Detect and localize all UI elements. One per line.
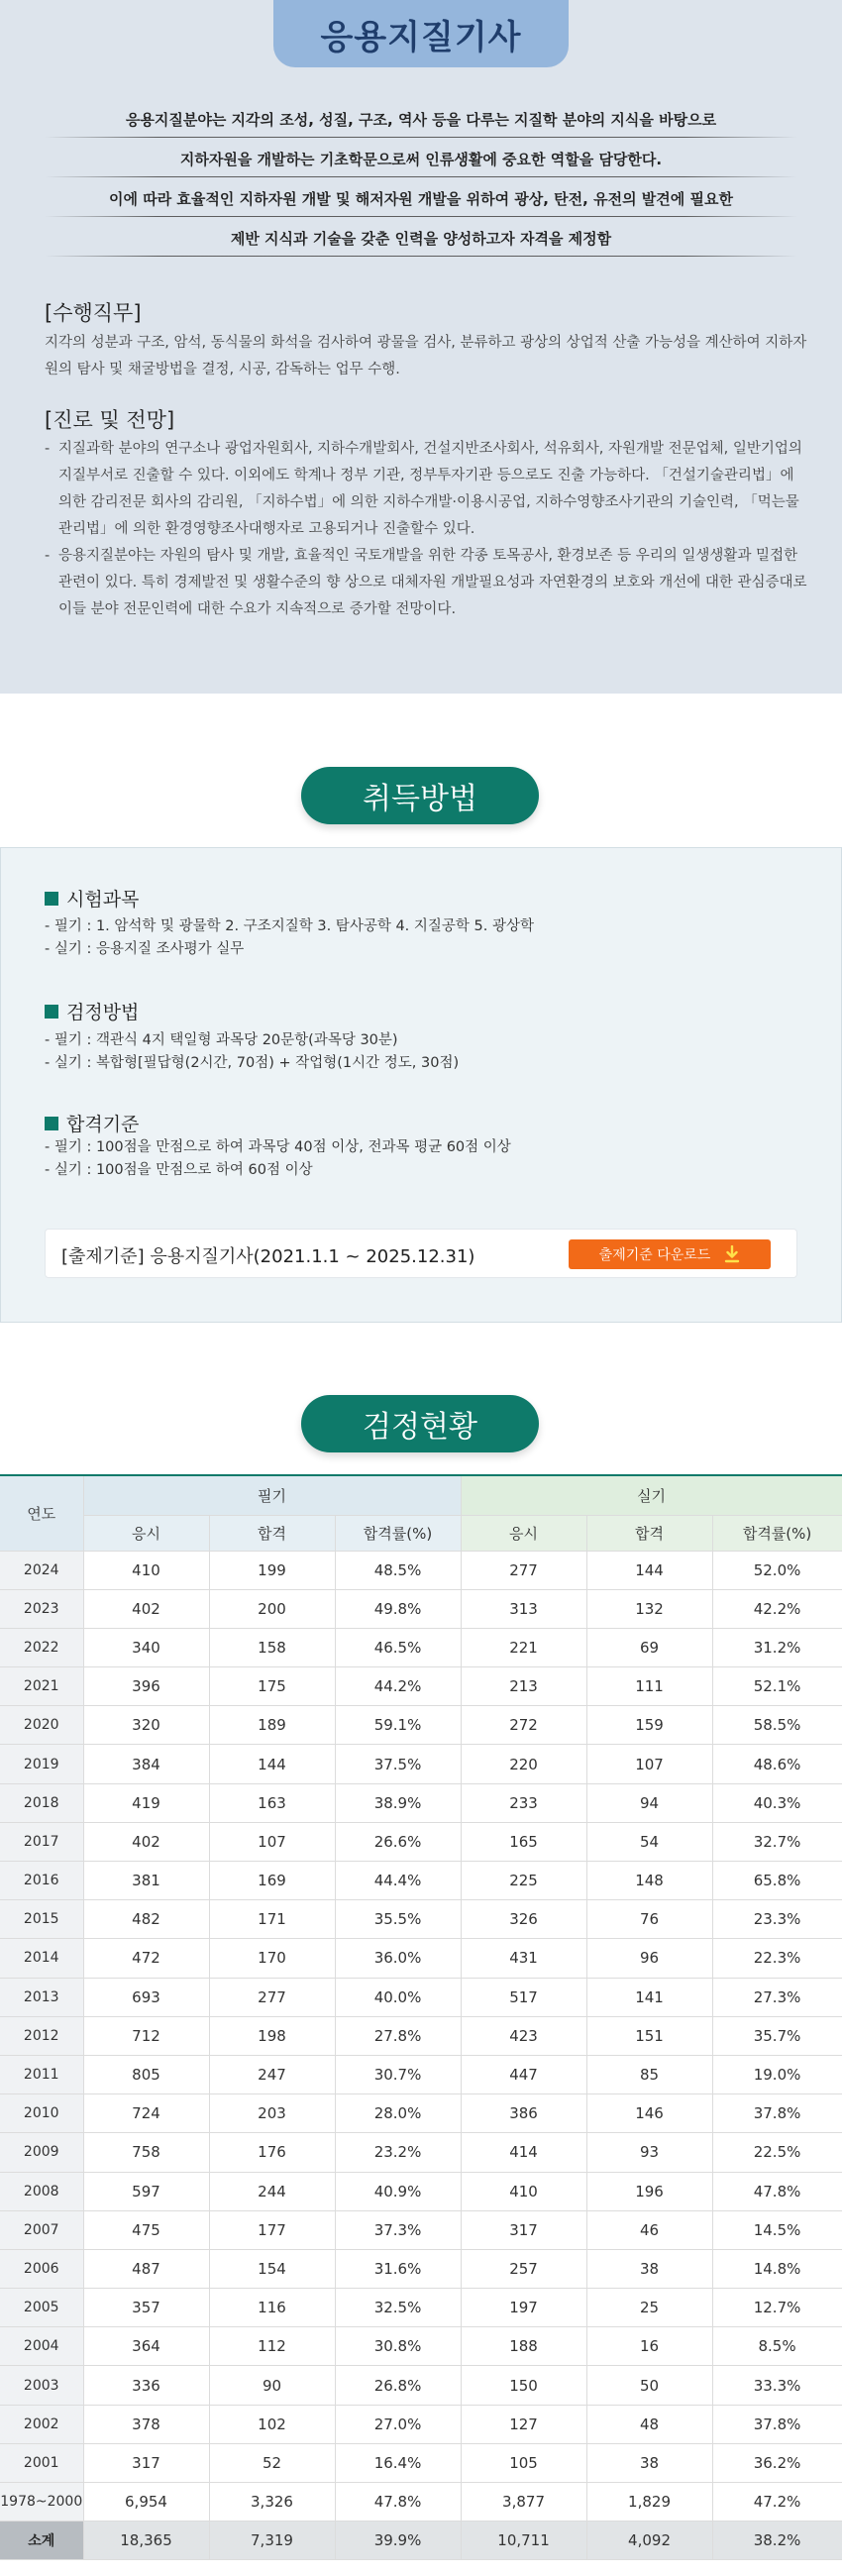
subjects-practical: - 실기 : 응용지질 조사평가 실무	[45, 941, 245, 957]
year-cell: 2006	[0, 2249, 83, 2288]
practical-passed-cell: 38	[586, 2249, 712, 2288]
written-rate-cell: 16.4%	[335, 2443, 461, 2482]
written-applicants-cell: 693	[83, 1978, 209, 2016]
year-cell: 2010	[0, 2094, 83, 2133]
practical-applicants-cell: 272	[461, 1706, 586, 1745]
written-rate-cell: 38.9%	[335, 1783, 461, 1822]
stats-title: 검정현황	[301, 1395, 539, 1452]
table-row	[0, 2289, 842, 2327]
table-row	[0, 1551, 842, 1589]
practical-rate-cell: 40.3%	[712, 1783, 842, 1822]
practical-passed-cell: 96	[586, 1939, 712, 1978]
practical-rate-cell: 37.8%	[712, 2405, 842, 2443]
total-practical-rate-cell: 38.2%	[712, 2522, 842, 2560]
total-written-applicants-cell: 18,365	[83, 2522, 209, 2560]
year-cell: 2012	[0, 2016, 83, 2055]
written-rate-cell: 40.0%	[335, 1978, 461, 2016]
practical-applicants-cell: 105	[461, 2443, 586, 2482]
written-passed-cell: 107	[209, 1822, 335, 1861]
written-passed-cell: 176	[209, 2133, 335, 2172]
year-cell: 2016	[0, 1862, 83, 1900]
year-cell: 2002	[0, 2405, 83, 2443]
intro-line: 응용지질분야는 지각의 조성, 성질, 구조, 역사 등을 다루는 지질학 분야의 지식을 바탕으로	[45, 100, 797, 138]
written-passed-cell: 170	[209, 1939, 335, 1978]
pass-heading	[45, 1110, 139, 1136]
duty-text: 지각의 성분과 구조, 암석, 동식물의 화석을 검사하여 광물을 검사, 분류하고 광상의 상업적 산출 가능성을 계산하여 지하자원의 탐사 및 채굴방법을 결정, 시공, 감독하는 업무 수행.	[45, 335, 807, 377]
subjects-written: - 필기 : 1. 암석학 및 광물학 2. 구조지질학 3. 탐사공학 4. 지질공학 5. 광상학	[45, 918, 534, 934]
table-row	[0, 1939, 842, 1978]
written-rate-cell: 30.7%	[335, 2055, 461, 2093]
practical-applicants-cell: 317	[461, 2210, 586, 2249]
table-row	[0, 1628, 842, 1666]
written-applicants-cell: 357	[83, 2289, 209, 2327]
written-applicants-cell: 482	[83, 1900, 209, 1939]
year-cell: 2004	[0, 2327, 83, 2366]
table-row	[0, 1822, 842, 1861]
practical-applicants-cell: 188	[461, 2327, 586, 2366]
practical-applicants-cell: 410	[461, 2172, 586, 2210]
table-row	[0, 2172, 842, 2210]
practical-applicants-cell: 414	[461, 2133, 586, 2172]
practical-passed-cell: 46	[586, 2210, 712, 2249]
practical-applicants-cell: 423	[461, 2016, 586, 2055]
written-applicants-cell: 758	[83, 2133, 209, 2172]
written-passed-cell: 154	[209, 2249, 335, 2288]
practical-applicants-cell: 127	[461, 2405, 586, 2443]
practical-passed-cell: 50	[586, 2366, 712, 2405]
practical-passed-cell: 151	[586, 2016, 712, 2055]
written-passed-cell: 163	[209, 1783, 335, 1822]
download-icon	[724, 1245, 740, 1263]
practical-passed-cell: 1,829	[586, 2483, 712, 2522]
practical-rate-cell: 52.1%	[712, 1667, 842, 1706]
year-header: 연도	[0, 1475, 83, 1551]
pass-practical: - 실기 : 100점을 만점으로 하여 60점 이상	[45, 1162, 313, 1178]
written-applicants-cell: 381	[83, 1862, 209, 1900]
practical-applicants-header: 응시	[461, 1515, 586, 1551]
practical-rate-cell: 52.0%	[712, 1551, 842, 1589]
table-row	[0, 1900, 842, 1939]
practical-passed-cell: 132	[586, 1589, 712, 1628]
written-passed-cell: 247	[209, 2055, 335, 2093]
career-item: - 지질과학 분야의 연구소나 광업자원회사, 지하수개발회사, 건설지반조사회사, 석유회사, 자원개발 전문업체, 일반기업의 지질부서로 진출할 수 있다. 이외에도 학계나 정부 기관, 정부투자기관 등으로도 진출 가능하다. 「건설기술관리법」에 의한 감리전문 회사의 감리원, 「지하수법」에 의한 지하수개발·이용시공업, 지하수영향조사기관의 기술인력, 「먹는물관리법」에 의한 환경영향조사대행자로 고용되거나 진출할수 있다.	[45, 436, 807, 543]
practical-applicants-cell: 197	[461, 2289, 586, 2327]
written-rate-cell: 30.8%	[335, 2327, 461, 2366]
practical-passed-cell: 16	[586, 2327, 712, 2366]
practical-rate-header: 합격률(%)	[712, 1515, 842, 1551]
written-applicants-cell: 320	[83, 1706, 209, 1745]
practical-passed-cell: 76	[586, 1900, 712, 1939]
download-button-label: 출제기준 다운로드	[598, 1247, 711, 1263]
pass-heading-label: 합격기준	[66, 1114, 140, 1135]
practical-applicants-cell: 517	[461, 1978, 586, 2016]
written-passed-cell: 177	[209, 2210, 335, 2249]
table-row	[0, 2210, 842, 2249]
stats-body	[0, 1551, 842, 2560]
practical-passed-cell: 146	[586, 2094, 712, 2133]
written-rate-cell: 46.5%	[335, 1628, 461, 1666]
written-rate-cell: 27.8%	[335, 2016, 461, 2055]
table-row	[0, 2405, 842, 2443]
practical-passed-cell: 196	[586, 2172, 712, 2210]
practical-applicants-cell: 221	[461, 1628, 586, 1666]
written-rate-cell: 32.5%	[335, 2289, 461, 2327]
intro-line: 이에 따라 효율적인 지하자원 개발 및 해저자원 개발을 위하여 광상, 탄전, 유전의 발견에 필요한	[45, 179, 797, 217]
practical-rate-cell: 27.3%	[712, 1978, 842, 2016]
bullet-square-icon	[45, 892, 58, 906]
written-applicants-cell: 597	[83, 2172, 209, 2210]
year-cell: 2009	[0, 2133, 83, 2172]
bullet-square-icon	[45, 1005, 58, 1019]
table-row	[0, 2443, 842, 2482]
year-cell: 2023	[0, 1589, 83, 1628]
written-header: 필기	[83, 1475, 461, 1515]
written-rate-cell: 36.0%	[335, 1939, 461, 1978]
written-passed-cell: 175	[209, 1667, 335, 1706]
practical-rate-cell: 14.5%	[712, 2210, 842, 2249]
table-row	[0, 2483, 842, 2522]
written-rate-cell: 35.5%	[335, 1900, 461, 1939]
year-cell: 2007	[0, 2210, 83, 2249]
written-passed-cell: 112	[209, 2327, 335, 2366]
written-applicants-cell: 419	[83, 1783, 209, 1822]
practical-passed-cell: 93	[586, 2133, 712, 2172]
table-row	[0, 2366, 842, 2405]
table-row	[0, 2055, 842, 2093]
year-cell: 2022	[0, 1628, 83, 1666]
table-row	[0, 2094, 842, 2133]
total-label: 소계	[0, 2522, 83, 2560]
written-rate-cell: 37.3%	[335, 2210, 461, 2249]
download-button[interactable]	[569, 1239, 771, 1269]
year-cell: 2014	[0, 1939, 83, 1978]
practical-rate-cell: 14.8%	[712, 2249, 842, 2288]
career-heading: [진로 및 전망]	[45, 408, 175, 432]
table-row	[0, 1706, 842, 1745]
table-row	[0, 1978, 842, 2016]
practical-applicants-cell: 277	[461, 1551, 586, 1589]
written-passed-cell: 158	[209, 1628, 335, 1666]
written-applicants-cell: 396	[83, 1667, 209, 1706]
practical-rate-cell: 42.2%	[712, 1589, 842, 1628]
written-applicants-cell: 475	[83, 2210, 209, 2249]
practical-passed-cell: 107	[586, 1745, 712, 1783]
written-rate-cell: 44.2%	[335, 1667, 461, 1706]
year-cell: 2021	[0, 1667, 83, 1706]
practical-rate-cell: 35.7%	[712, 2016, 842, 2055]
stats-table	[0, 1474, 842, 2560]
intro-line: 지하자원을 개발하는 기초학문으로써 인류생활에 중요한 역할을 담당한다.	[45, 140, 797, 177]
practical-rate-cell: 23.3%	[712, 1900, 842, 1939]
criteria-label: [출제기준] 응용지질기사(2021.1.1 ~ 2025.12.31)	[61, 1246, 475, 1267]
written-applicants-cell: 336	[83, 2366, 209, 2405]
practical-applicants-cell: 447	[461, 2055, 586, 2093]
practical-passed-cell: 148	[586, 1862, 712, 1900]
year-cell: 2017	[0, 1822, 83, 1861]
method-heading-label: 검정방법	[66, 1002, 140, 1023]
written-rate-cell: 26.8%	[335, 2366, 461, 2405]
written-applicants-cell: 724	[83, 2094, 209, 2133]
practical-rate-cell: 37.8%	[712, 2094, 842, 2133]
practical-applicants-cell: 220	[461, 1745, 586, 1783]
table-row	[0, 1589, 842, 1628]
year-cell: 2001	[0, 2443, 83, 2482]
practical-applicants-cell: 386	[461, 2094, 586, 2133]
written-applicants-cell: 6,954	[83, 2483, 209, 2522]
total-row	[0, 2522, 842, 2560]
table-row	[0, 2133, 842, 2172]
total-written-rate-cell: 39.9%	[335, 2522, 461, 2560]
practical-applicants-cell: 257	[461, 2249, 586, 2288]
pass-written: - 필기 : 100점을 만점으로 하여 과목당 40점 이상, 전과목 평균 60점 이상	[45, 1139, 511, 1155]
practical-passed-cell: 48	[586, 2405, 712, 2443]
practical-applicants-cell: 313	[461, 1589, 586, 1628]
written-applicants-cell: 364	[83, 2327, 209, 2366]
practical-passed-cell: 38	[586, 2443, 712, 2482]
written-passed-cell: 102	[209, 2405, 335, 2443]
written-passed-cell: 3,326	[209, 2483, 335, 2522]
written-rate-cell: 37.5%	[335, 1745, 461, 1783]
intro-section	[0, 0, 842, 694]
written-applicants-cell: 402	[83, 1822, 209, 1861]
total-written-passed-cell: 7,319	[209, 2522, 335, 2560]
practical-rate-cell: 12.7%	[712, 2289, 842, 2327]
year-cell: 2020	[0, 1706, 83, 1745]
practical-applicants-cell: 326	[461, 1900, 586, 1939]
year-cell: 2015	[0, 1900, 83, 1939]
practical-passed-cell: 69	[586, 1628, 712, 1666]
practical-rate-cell: 48.6%	[712, 1745, 842, 1783]
page-title: 응용지질기사	[273, 0, 569, 67]
practical-rate-cell: 22.5%	[712, 2133, 842, 2172]
practical-rate-cell: 8.5%	[712, 2327, 842, 2366]
written-passed-cell: 52	[209, 2443, 335, 2482]
written-rate-cell: 49.8%	[335, 1589, 461, 1628]
written-passed-cell: 203	[209, 2094, 335, 2133]
table-row	[0, 1745, 842, 1783]
written-applicants-cell: 487	[83, 2249, 209, 2288]
written-applicants-cell: 378	[83, 2405, 209, 2443]
year-cell: 2024	[0, 1551, 83, 1589]
written-rate-cell: 31.6%	[335, 2249, 461, 2288]
practical-passed-cell: 159	[586, 1706, 712, 1745]
total-practical-passed-cell: 4,092	[586, 2522, 712, 2560]
table-row	[0, 1862, 842, 1900]
year-cell: 1978~2000	[0, 2483, 83, 2522]
written-rate-cell: 28.0%	[335, 2094, 461, 2133]
table-row	[0, 1667, 842, 1706]
practical-passed-cell: 54	[586, 1822, 712, 1861]
written-rate-cell: 47.8%	[335, 2483, 461, 2522]
written-applicants-cell: 317	[83, 2443, 209, 2482]
table-row	[0, 2249, 842, 2288]
practical-rate-cell: 31.2%	[712, 1628, 842, 1666]
year-cell: 2018	[0, 1783, 83, 1822]
written-rate-cell: 26.6%	[335, 1822, 461, 1861]
subjects-heading	[45, 885, 139, 912]
year-cell: 2011	[0, 2055, 83, 2093]
written-passed-cell: 189	[209, 1706, 335, 1745]
duty-heading: [수행직무]	[45, 301, 142, 325]
written-passed-header: 합격	[209, 1515, 335, 1551]
practical-rate-cell: 65.8%	[712, 1862, 842, 1900]
practical-passed-cell: 144	[586, 1551, 712, 1589]
written-rate-cell: 59.1%	[335, 1706, 461, 1745]
written-passed-cell: 244	[209, 2172, 335, 2210]
written-passed-cell: 277	[209, 1978, 335, 2016]
practical-applicants-cell: 165	[461, 1822, 586, 1861]
written-rate-cell: 48.5%	[335, 1551, 461, 1589]
practical-passed-cell: 85	[586, 2055, 712, 2093]
year-cell: 2019	[0, 1745, 83, 1783]
practical-rate-cell: 47.8%	[712, 2172, 842, 2210]
subjects-heading-label: 시험과목	[66, 889, 140, 911]
written-rate-header: 합격률(%)	[335, 1515, 461, 1551]
year-cell: 2008	[0, 2172, 83, 2210]
written-rate-cell: 27.0%	[335, 2405, 461, 2443]
practical-rate-cell: 19.0%	[712, 2055, 842, 2093]
written-passed-cell: 144	[209, 1745, 335, 1783]
year-cell: 2005	[0, 2289, 83, 2327]
practical-applicants-cell: 150	[461, 2366, 586, 2405]
written-applicants-cell: 712	[83, 2016, 209, 2055]
written-rate-cell: 40.9%	[335, 2172, 461, 2210]
written-rate-cell: 44.4%	[335, 1862, 461, 1900]
bullet-square-icon	[45, 1117, 58, 1130]
practical-header: 실기	[461, 1475, 842, 1515]
method-written: - 필기 : 객관식 4지 택일형 과목당 20문항(과목당 30분)	[45, 1032, 398, 1048]
total-practical-applicants-cell: 10,711	[461, 2522, 586, 2560]
practical-passed-cell: 94	[586, 1783, 712, 1822]
method-practical: - 실기 : 복합형[필답형(2시간, 70점) + 작업형(1시간 정도, 30점)	[45, 1055, 460, 1071]
written-passed-cell: 116	[209, 2289, 335, 2327]
method-heading	[45, 998, 139, 1024]
practical-applicants-cell: 3,877	[461, 2483, 586, 2522]
career-list	[45, 436, 807, 623]
written-rate-cell: 23.2%	[335, 2133, 461, 2172]
written-passed-cell: 200	[209, 1589, 335, 1628]
practical-rate-cell: 33.3%	[712, 2366, 842, 2405]
table-row	[0, 1783, 842, 1822]
written-applicants-cell: 472	[83, 1939, 209, 1978]
year-cell: 2003	[0, 2366, 83, 2405]
practical-passed-cell: 25	[586, 2289, 712, 2327]
practical-rate-cell: 32.7%	[712, 1822, 842, 1861]
practical-applicants-cell: 431	[461, 1939, 586, 1978]
career-item: - 응용지질분야는 자원의 탐사 및 개발, 효율적인 국토개발을 위한 각종 토목공사, 환경보존 등 우리의 일생생활과 밀접한 관련이 있다. 특히 경제발전 및 생활수준의 향 상으로 대체자원 개발필요성과 자연환경의 보호와 개선에 대한 관심증대로 이들 분야 전문인력에 대한 수요가 지속적으로 증가할 전망이다.	[45, 543, 807, 623]
written-passed-cell: 171	[209, 1900, 335, 1939]
intro-line: 제반 지식과 기술을 갖춘 인력을 양성하고자 자격을 제정함	[45, 219, 797, 257]
practical-applicants-cell: 225	[461, 1862, 586, 1900]
written-passed-cell: 90	[209, 2366, 335, 2405]
practical-rate-cell: 22.3%	[712, 1939, 842, 1978]
practical-passed-cell: 141	[586, 1978, 712, 2016]
practical-passed-cell: 111	[586, 1667, 712, 1706]
written-applicants-cell: 410	[83, 1551, 209, 1589]
year-cell: 2013	[0, 1978, 83, 2016]
written-passed-cell: 198	[209, 2016, 335, 2055]
criteria-box	[45, 1229, 797, 1278]
table-row	[0, 2327, 842, 2366]
written-passed-cell: 199	[209, 1551, 335, 1589]
written-applicants-cell: 384	[83, 1745, 209, 1783]
written-applicants-header: 응시	[83, 1515, 209, 1551]
acquisition-title: 취득방법	[301, 767, 539, 824]
practical-applicants-cell: 233	[461, 1783, 586, 1822]
practical-passed-header: 합격	[586, 1515, 712, 1551]
practical-applicants-cell: 213	[461, 1667, 586, 1706]
written-passed-cell: 169	[209, 1862, 335, 1900]
practical-rate-cell: 36.2%	[712, 2443, 842, 2482]
written-applicants-cell: 402	[83, 1589, 209, 1628]
practical-rate-cell: 58.5%	[712, 1706, 842, 1745]
written-applicants-cell: 340	[83, 1628, 209, 1666]
practical-rate-cell: 47.2%	[712, 2483, 842, 2522]
table-row	[0, 2016, 842, 2055]
written-applicants-cell: 805	[83, 2055, 209, 2093]
